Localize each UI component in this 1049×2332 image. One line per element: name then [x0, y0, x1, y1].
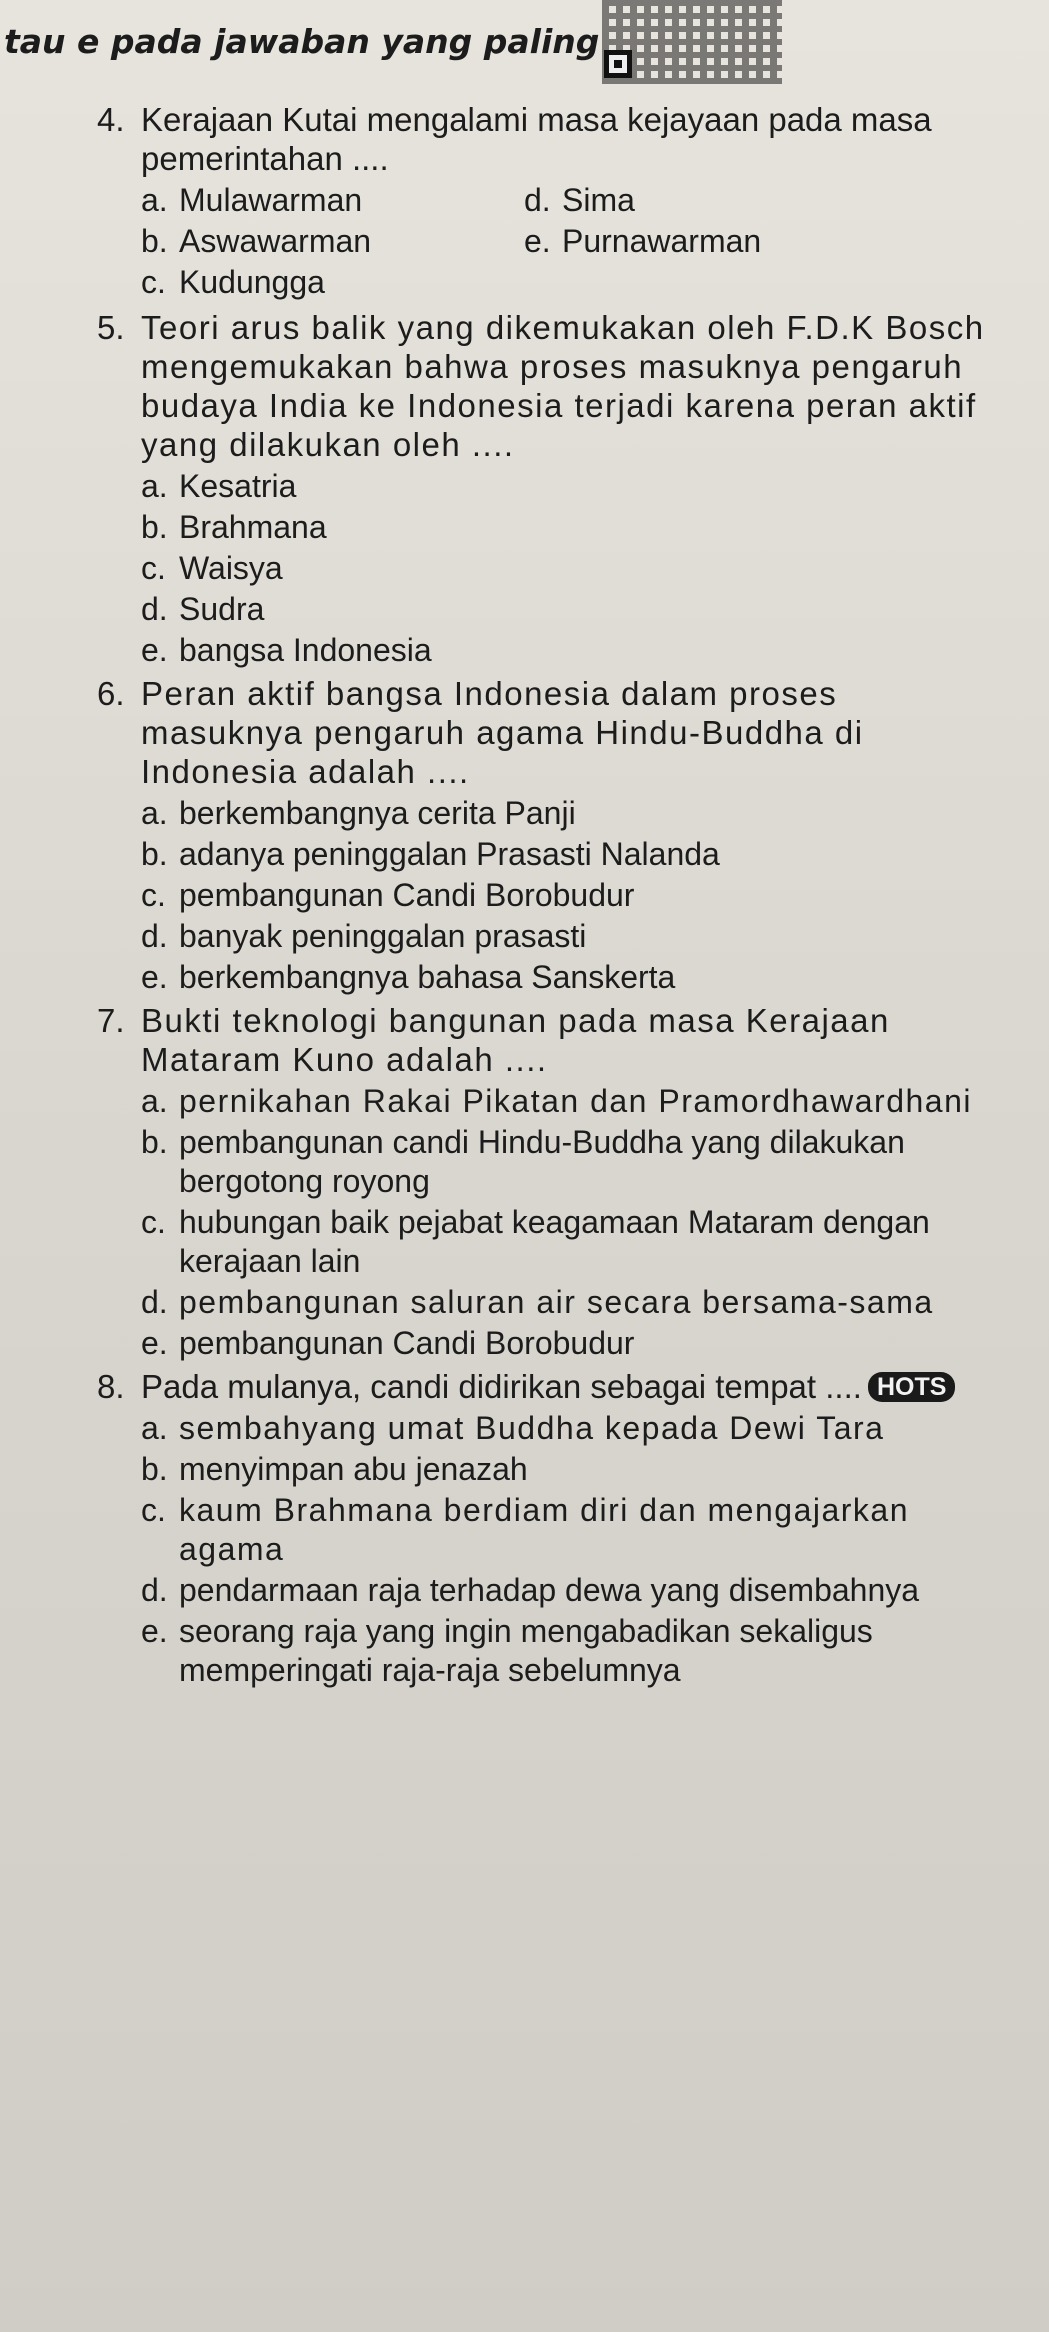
option-text: Sima	[562, 182, 635, 218]
question-5	[0, 308, 1049, 670]
option-e[interactable]	[141, 1612, 1049, 1690]
option-letter: a.	[141, 1083, 168, 1119]
option-letter: c.	[141, 550, 166, 586]
question-stem: Bukti teknologi bangunan pada masa Kerajaan Mataram Kuno adalah ....	[141, 1002, 890, 1078]
question-number: 5.	[97, 309, 125, 346]
option-d[interactable]	[141, 1571, 1049, 1610]
option-letter: a.	[141, 1410, 168, 1446]
option-letter: e.	[141, 1325, 168, 1361]
question-number: 4.	[97, 101, 125, 138]
option-letter: c.	[141, 1492, 166, 1528]
question-4	[0, 100, 1049, 304]
question-stem: Kerajaan Kutai mengalami masa kejayaan pada masa pemerintahan ....	[141, 101, 932, 177]
option-letter: d.	[141, 918, 168, 954]
question-8	[0, 1367, 1049, 1690]
option-text: pembangunan Candi Borobudur	[179, 1325, 635, 1361]
question-number: 8.	[97, 1368, 125, 1405]
option-letter: a.	[141, 795, 168, 831]
question-6	[0, 674, 1049, 997]
option-text: berkembangnya cerita Panji	[179, 795, 576, 831]
option-d[interactable]	[141, 917, 1049, 956]
question-7	[0, 1001, 1049, 1363]
option-letter: d.	[141, 1284, 168, 1320]
page-header	[0, 0, 1049, 92]
option-text: hubungan baik pejabat keagamaan Mataram dengan kerajaan lain	[179, 1204, 930, 1279]
option-letter: b.	[141, 223, 168, 259]
option-a[interactable]	[141, 1409, 1049, 1448]
option-text: pembangunan saluran air secara bersama-sama	[179, 1284, 934, 1320]
question-list	[0, 100, 1049, 1694]
option-text: banyak peninggalan prasasti	[179, 918, 587, 954]
option-letter: d.	[524, 182, 551, 218]
option-a[interactable]	[141, 467, 1049, 506]
option-letter: c.	[141, 1204, 166, 1240]
option-letter: a.	[141, 468, 168, 504]
option-d[interactable]	[524, 181, 907, 220]
option-letter: e.	[141, 632, 168, 668]
option-letter: c.	[141, 877, 166, 913]
option-text: Purnawarman	[562, 223, 762, 259]
option-text: bangsa Indonesia	[179, 632, 432, 668]
option-letter: b.	[141, 1124, 168, 1160]
option-letter: b.	[141, 509, 168, 545]
option-text: Kudungga	[179, 264, 325, 300]
qr-finder-icon	[604, 50, 632, 78]
question-stem: Teori arus balik yang dikemukakan oleh F.D.K Bosch mengemukakan bahwa proses masuknya pengaruh budaya India ke Indonesia terjadi karena peran aktif yang dilakukan oleh ....	[141, 309, 985, 463]
question-number: 6.	[97, 675, 125, 712]
option-c[interactable]	[141, 1203, 1049, 1281]
option-e[interactable]	[141, 1324, 1049, 1363]
hots-badge: HOTS	[868, 1372, 955, 1402]
option-text: seorang raja yang ingin mengabadikan sekaligus memperingati raja-raja sebelumnya	[179, 1613, 873, 1688]
option-b[interactable]	[141, 1450, 1049, 1489]
option-list	[141, 467, 1049, 670]
option-letter: d.	[141, 591, 168, 627]
option-a[interactable]	[141, 1082, 1049, 1121]
option-letter: b.	[141, 836, 168, 872]
question-stem-text: Pada mulanya, candi didirikan sebagai tempat ....	[141, 1368, 862, 1405]
option-text: kaum Brahmana berdiam diri dan mengajarkan agama	[179, 1492, 910, 1567]
option-c[interactable]	[141, 263, 524, 302]
option-list	[141, 1082, 1049, 1363]
option-text: Mulawarman	[179, 182, 363, 218]
option-b[interactable]	[141, 835, 1049, 874]
option-d[interactable]	[141, 1283, 1049, 1322]
option-e[interactable]	[141, 958, 1049, 997]
option-b[interactable]	[141, 222, 524, 261]
header-text: tau e pada jawaban yang paling	[4, 22, 600, 61]
option-c[interactable]	[141, 1491, 1049, 1569]
option-letter: e.	[141, 1613, 168, 1649]
option-list	[141, 794, 1049, 997]
option-grid	[141, 181, 1049, 304]
question-stem: Peran aktif bangsa Indonesia dalam proses masuknya pengaruh agama Hindu-Buddha di Indonesia adalah ....	[141, 675, 864, 790]
option-letter: e.	[141, 959, 168, 995]
option-text: adanya peninggalan Prasasti Nalanda	[179, 836, 720, 872]
option-text: pernikahan Rakai Pikatan dan Pramordhawardhani	[179, 1083, 972, 1119]
option-e[interactable]	[524, 222, 907, 261]
option-text: berkembangnya bahasa Sanskerta	[179, 959, 676, 995]
option-text: sembahyang umat Buddha kepada Dewi Tara	[179, 1410, 885, 1446]
option-text: Sudra	[179, 591, 265, 627]
option-a[interactable]	[141, 794, 1049, 833]
option-text: Waisya	[179, 550, 283, 586]
option-letter: a.	[141, 182, 168, 218]
option-d[interactable]	[141, 590, 1049, 629]
option-letter: e.	[524, 223, 551, 259]
question-number: 7.	[97, 1002, 125, 1039]
option-b[interactable]	[141, 508, 1049, 547]
option-text: Aswawarman	[179, 223, 372, 259]
option-letter: b.	[141, 1451, 168, 1487]
option-list	[141, 1409, 1049, 1690]
option-c[interactable]	[141, 876, 1049, 915]
option-text: pendarmaan raja terhadap dewa yang disembahnya	[179, 1572, 920, 1608]
option-text: Brahmana	[179, 509, 327, 545]
option-b[interactable]	[141, 1123, 1049, 1201]
question-stem	[141, 1367, 1049, 1406]
option-text: pembangunan candi Hindu-Buddha yang dilakukan bergotong royong	[179, 1124, 905, 1199]
option-letter: c.	[141, 264, 166, 300]
option-text: menyimpan abu jenazah	[179, 1451, 528, 1487]
option-e[interactable]	[141, 631, 1049, 670]
option-a[interactable]	[141, 181, 524, 220]
option-letter: d.	[141, 1572, 168, 1608]
option-text: pembangunan Candi Borobudur	[179, 877, 635, 913]
option-text: Kesatria	[179, 468, 297, 504]
option-c[interactable]	[141, 549, 1049, 588]
